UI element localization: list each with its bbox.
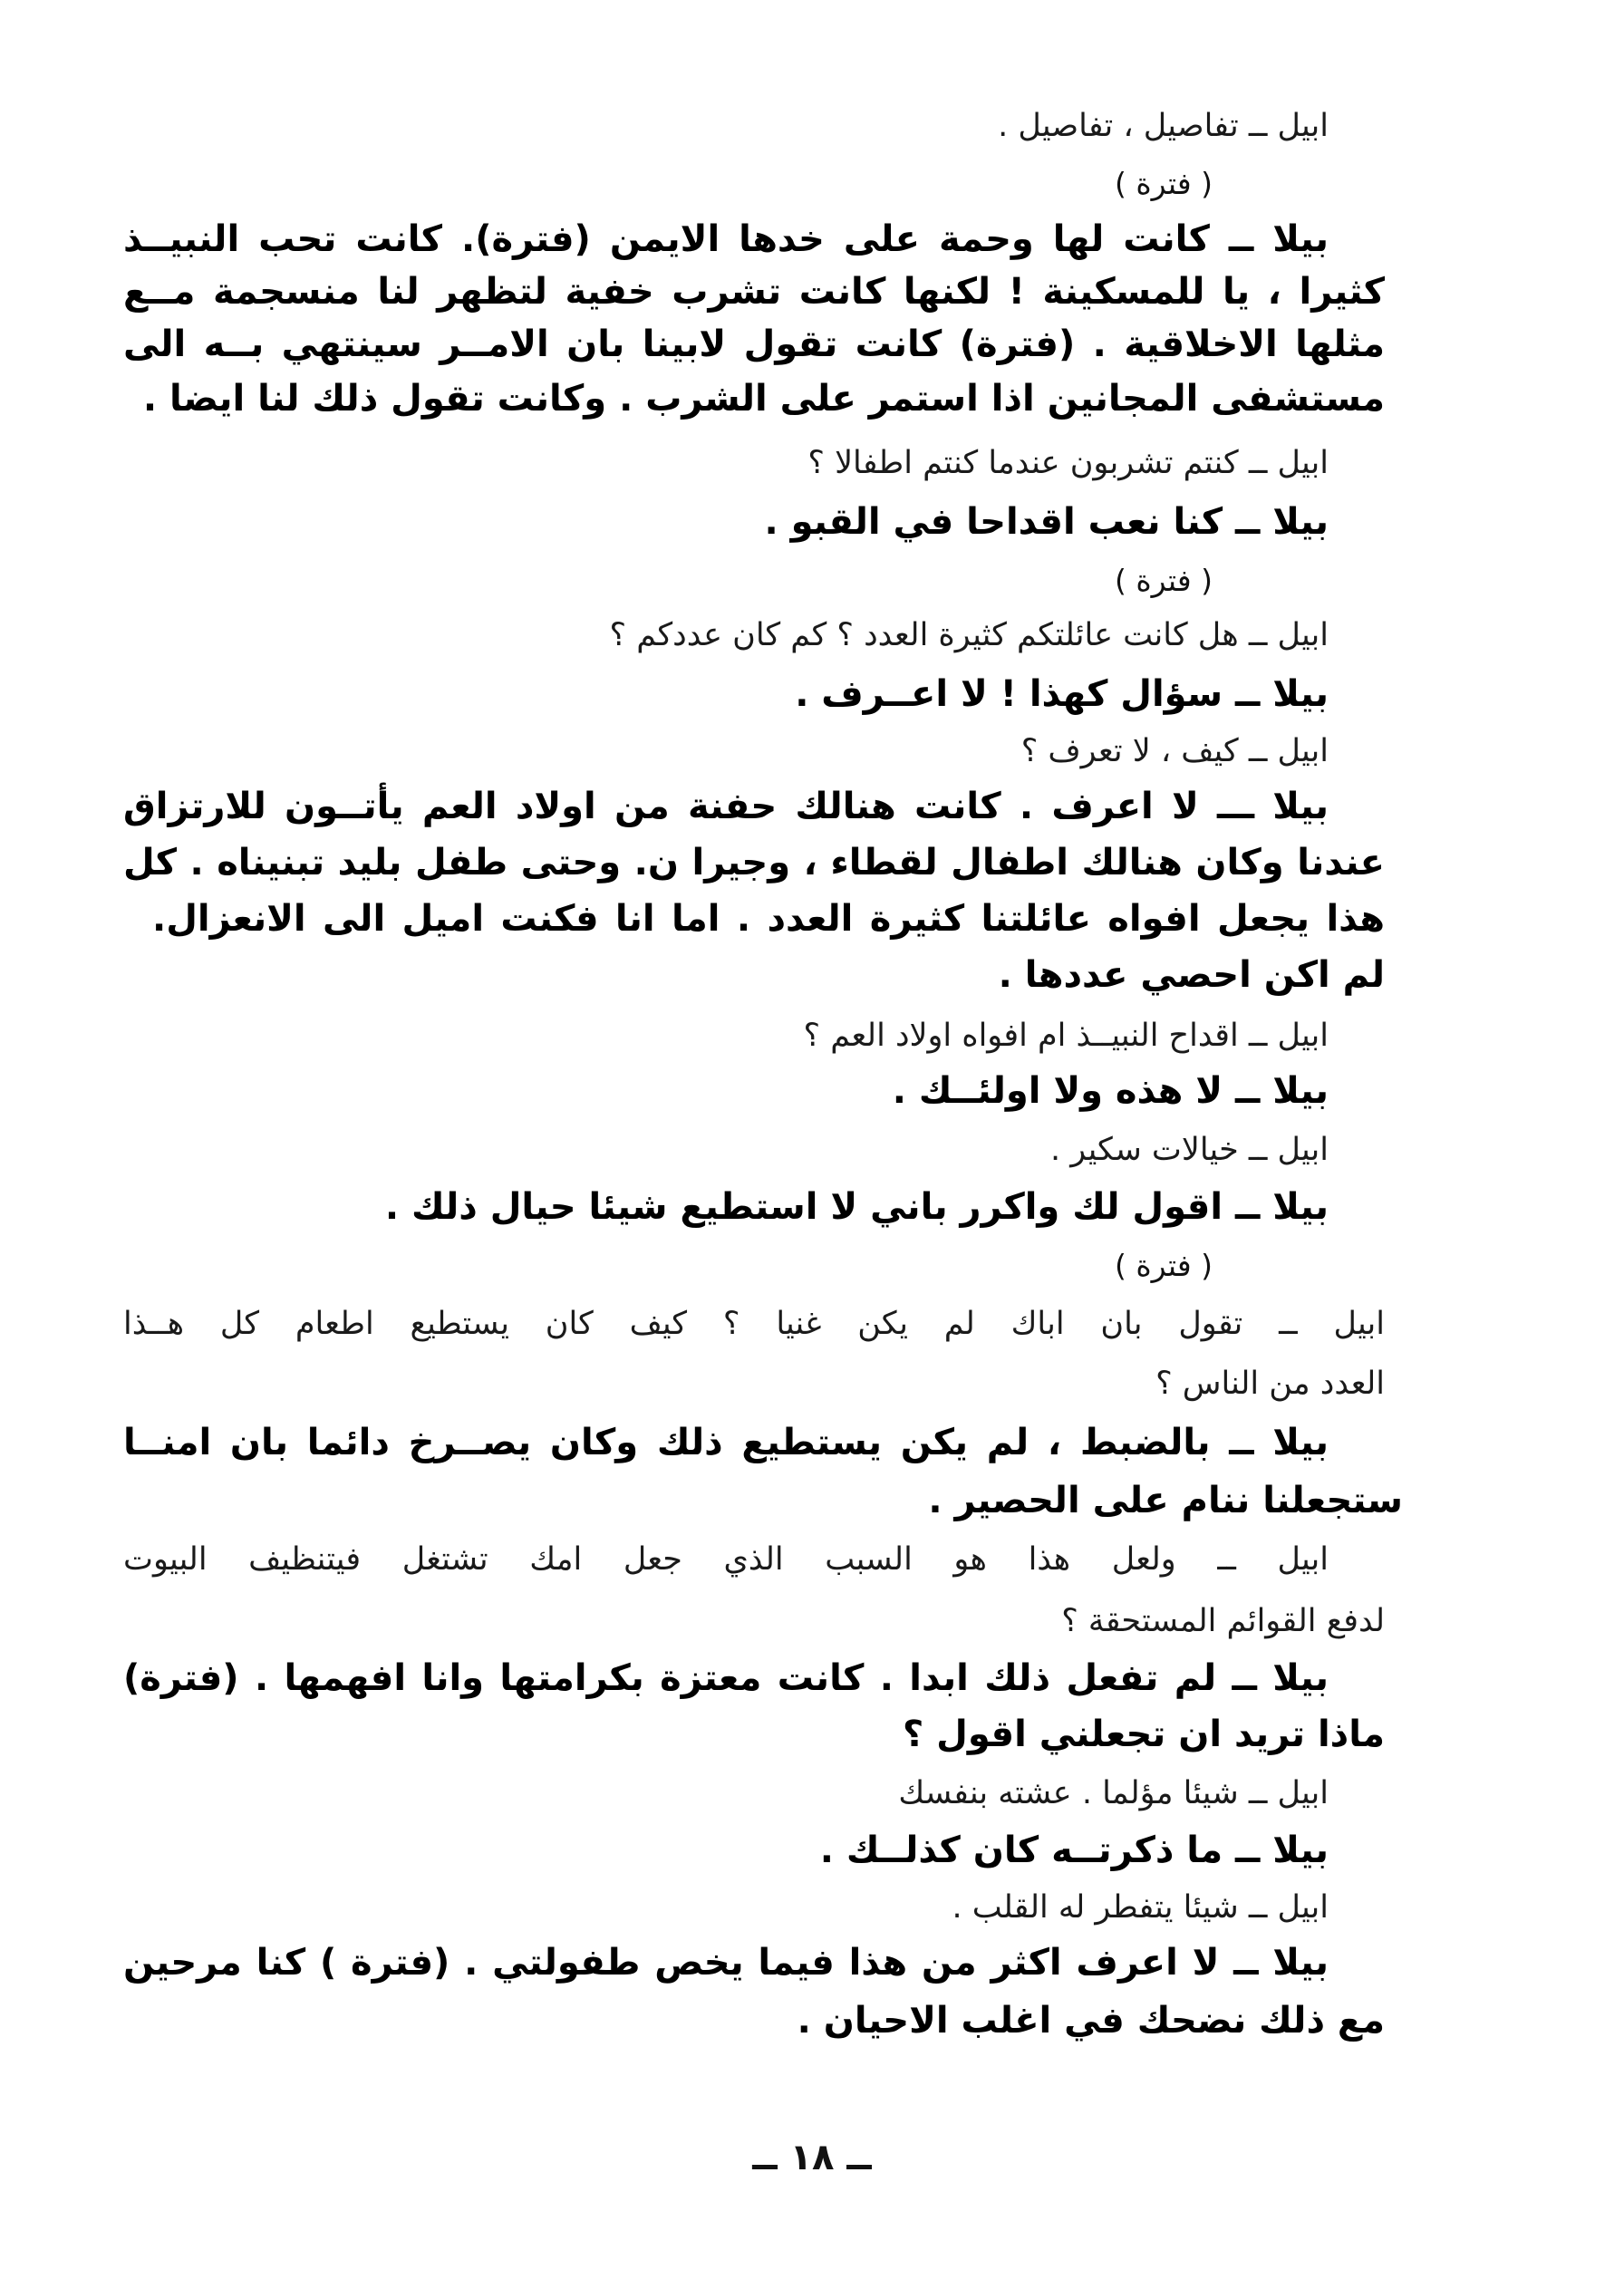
stage-direction-pause: ( فترة ): [1115, 166, 1213, 201]
dialogue-line-bella: بيلا ــ بالضبط ، لم يكن يستطيع ذلك وكان يصــرخ دائما بان امنــا: [123, 1422, 1329, 1463]
dialogue-line-abel: ابيل ــ تقول بان اباك لم يكن غنيا ؟ كيف كان يستطيع اطعام كل هــذا: [123, 1306, 1385, 1342]
dialogue-line-bella: بيلا ــ لا هذه ولا اولئــك .: [892, 1070, 1329, 1112]
dialogue-line-bella-cont: لم اكن احصي عددها .: [998, 954, 1385, 996]
dialogue-line-bella: بيلا ــ كانت لها وحمة على خدها الايمن (فترة). كانت تحب النبيــذ: [123, 218, 1329, 260]
dialogue-line-bella: بيلا ـــ لا اعرف . كانت هنالك حفنة من اولاد العم يأتــون للارتزاق: [123, 786, 1329, 827]
dialogue-line-abel: ابيل ــ ولعل هذا هو السبب الذي جعل امك تشتغل فيتنظيف البيوت: [123, 1541, 1329, 1578]
dialogue-line-bella-cont: مستشفى المجانين اذا استمر على الشرب . وكانت تقول ذلك لنا ايضا .: [142, 378, 1385, 420]
dialogue-line-bella: بيلا ــ لا اعرف اكثر من هذا فيما يخص طفولتي . (فترة ) كنا مرحين: [123, 1942, 1329, 1984]
dialogue-line-bella: بيلا ــ سؤال كهذا ! لا اعــرف .: [795, 673, 1329, 715]
dialogue-line-bella-cont: كثيرا ، يا للمسكينة ! لكنها كانت تشرب خفية لتظهر لنا منسجمة مــع: [123, 271, 1385, 313]
dialogue-line-abel-cont: لدفع القوائم المستحقة ؟: [1061, 1603, 1385, 1639]
dialogue-line-abel: ابيل ــ خيالات سكير .: [1050, 1132, 1329, 1168]
stage-direction-pause: ( فترة ): [1115, 1248, 1213, 1283]
dialogue-line-abel: ابيل ــ شيئا مؤلما . عشته بنفسك: [898, 1775, 1329, 1811]
dialogue-line-abel: ابيل ــ شيئا يتفطر له القلب .: [952, 1889, 1329, 1926]
dialogue-line-bella-cont: مع ذلك نضحك في اغلب الاحيان .: [797, 2000, 1385, 2042]
dialogue-line-bella: بيلا ــ ما ذكرتــه كان كذلــك .: [819, 1830, 1329, 1871]
dialogue-line-bella: بيلا ــ كنا نعب اقداحا في القبو .: [764, 501, 1329, 543]
dialogue-line-bella-cont: ستجعلنا ننام على الحصير .: [928, 1480, 1403, 1521]
dialogue-line-abel: ابيل ــ اقداح النبيــذ ام افواه اولاد العم ؟: [803, 1018, 1329, 1054]
dialogue-line-bella-cont: هذا يجعل افواه عائلتنا كثيرة العدد . اما انا فكنت اميل الى الانعزال.: [152, 898, 1385, 940]
dialogue-line-abel-cont: العدد من الناس ؟: [1155, 1366, 1385, 1402]
dialogue-line-bella: بيلا ــ لم تفعل ذلك ابدا . كانت معتزة بكرامتها وانا افهمها . (فترة): [123, 1657, 1329, 1699]
dialogue-line-abel: ابيل ــ تفاصيل ، تفاصيل .: [998, 108, 1329, 144]
dialogue-line-abel: ابيل ــ كنتم تشربون عندما كنتم اطفالا ؟: [807, 445, 1329, 481]
dialogue-line-bella-cont: عندنا وكان هنالك اطفال لقطاء ، وجيرا ن. وحتى طفل بليد تبنيناه . كل: [123, 842, 1385, 883]
dialogue-line-bella-cont: ماذا تريد ان تجعلني اقول ؟: [903, 1714, 1385, 1755]
dialogue-line-bella: بيلا ــ اقول لك واكرر باني لا استطيع شيئا حيال ذلك .: [384, 1186, 1329, 1228]
dialogue-line-abel: ابيل ــ هل كانت عائلتكم كثيرة العدد ؟ كم كان عددكم ؟: [609, 617, 1329, 653]
dialogue-line-bella-cont: مثلها الاخلاقية . (فترة) كانت تقول لابينا بان الامــر سينتهي بــه الى: [123, 323, 1385, 365]
stage-direction-pause: ( فترة ): [1115, 563, 1213, 598]
dialogue-line-abel: ابيل ــ كيف ، لا تعرف ؟: [1020, 733, 1329, 769]
page-number: ــ ١٨ ــ: [752, 2137, 872, 2178]
